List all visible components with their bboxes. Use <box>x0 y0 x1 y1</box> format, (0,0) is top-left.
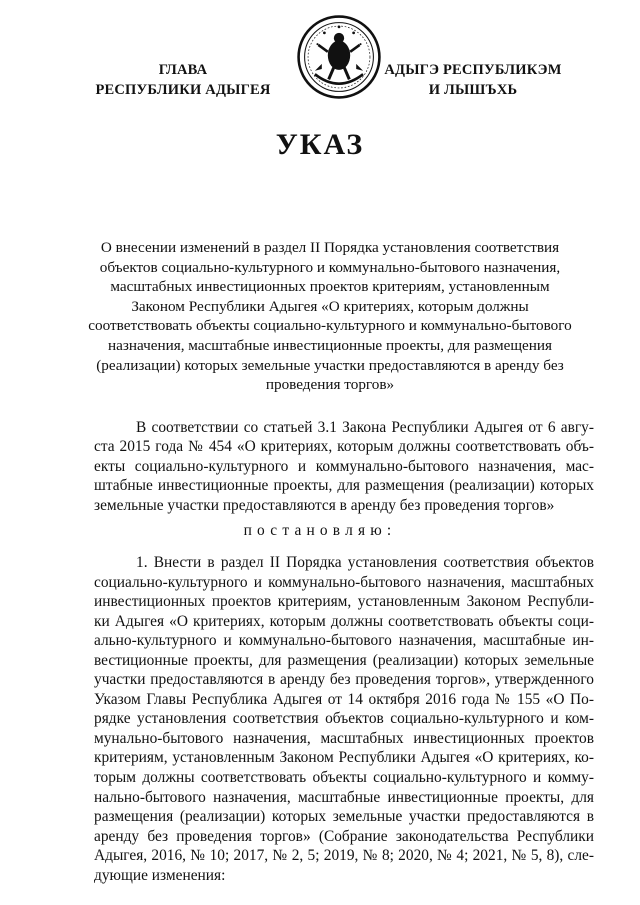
issuer-header-line: РЕСПУБЛИКИ АДЫГЕЯ <box>95 82 271 98</box>
paragraph-line: вестиционные проекты, для размещения (реализации) которых земельные <box>94 651 594 669</box>
paragraph-line: инвестиционных проектов критериям, установленным Законом Республи- <box>94 593 594 611</box>
paragraph-line: В соответствии со статьей 3.1 Закона Республики Адыгея от 6 авгу- <box>136 419 594 436</box>
decree-heading <box>70 238 590 395</box>
issuer-header-line: ГЛАВА <box>158 62 208 78</box>
paragraph-line: размещения (реализации) которых земельные участки предоставляются в <box>94 808 594 826</box>
document-type-title: УКАЗ <box>275 128 365 161</box>
heading-line: назначения, масштабные инвестиционные проекты, для размещения <box>107 336 553 354</box>
paragraph-line: Адыгея, 2016, № 10; 2017, № 2, 5; 2019, № 8; 2020, № 4; 2021, № 5, 8), сле- <box>94 847 594 865</box>
paragraph-line: рядке установления соответствия объектов социально-культурного и ком- <box>94 710 594 728</box>
paragraph-line: штабные инвестиционные проекты, для размещения (реализации) которых <box>94 477 594 495</box>
decree-operative-word: постановляю: <box>243 522 397 539</box>
heading-line: О внесении изменений в раздел II Порядка установления соответствия <box>100 239 560 256</box>
paragraph-line: екты социально-культурного и коммунально-бытового назначения, мас- <box>94 457 594 475</box>
paragraph-line: мунально-бытового назначения, масштабных инвестиционных проектов <box>94 729 594 747</box>
paragraph-line: ки Адыгея «О критериях, которым должны соответствовать объекты соци- <box>94 612 594 630</box>
issuer-header-line: И ЛЫШЪХЬ <box>428 82 518 98</box>
paragraph-line: 1. Внести в раздел II Порядка установления соответствия объектов <box>136 554 594 571</box>
issuer-header-russian <box>73 60 293 100</box>
paragraph-line: социально-культурного и коммунально-бытового назначения, масштабных <box>94 573 594 591</box>
paragraph-line: участки предоставляются в аренду без проведения торгов», утвержденного <box>94 671 594 689</box>
heading-line: (реализации) которых земельные участки предоставляются в аренду без <box>96 356 564 374</box>
heading-line: проведения торгов» <box>265 376 395 394</box>
heading-line: соответствовать объекты социально-культурного и коммунально-бытового <box>88 317 572 335</box>
paragraph-line: торым должны соответствовать объекты социально-культурного и комму- <box>94 769 594 787</box>
paragraph-line: дующие изменения: <box>94 866 226 884</box>
heading-line: масштабных инвестиционных проектов критериям, установленным <box>110 278 550 296</box>
preamble-paragraph <box>94 418 594 515</box>
paragraph-line: критериям, установленным Законом Республики Адыгея «О критериях, ко- <box>94 749 594 767</box>
paragraph-line: ста 2015 года № 454 «О критериях, которым должны соответствовать объ- <box>94 438 594 456</box>
paragraph-line: аренду без проведения торгов» (Собрание законодательства Республики <box>94 827 594 845</box>
clause-1-paragraph <box>94 553 594 885</box>
issuer-header-adyghe <box>363 60 583 100</box>
heading-line: Законом Республики Адыгея «О критериях, которым должны <box>131 297 529 315</box>
paragraph-line: земельные участки предоставляются в аренду без проведения торгов» <box>94 496 555 514</box>
paragraph-line: нально-бытового назначения, масштабные инвестиционные проекты, для <box>94 788 594 806</box>
paragraph-line: Указом Главы Республика Адыгея от 14 октября 2016 года № 155 «О По- <box>94 690 594 708</box>
paragraph-line: ально-культурного и коммунально-бытового назначения, масштабные ин- <box>94 632 594 650</box>
heading-line: объектов социально-культурного и коммунально-бытового назначения, <box>99 258 561 276</box>
issuer-header-line: АДЫГЭ РЕСПУБЛИКЭМ <box>384 62 562 78</box>
